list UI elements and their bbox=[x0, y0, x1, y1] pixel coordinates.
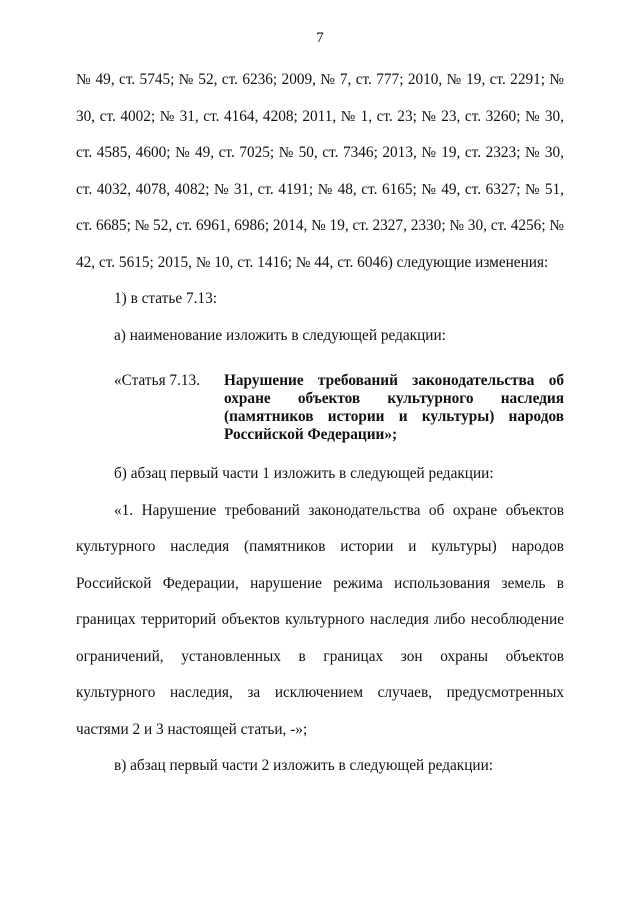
paragraph-item-a: а) наименование изложить в следующей редакции: bbox=[114, 326, 446, 344]
article-title: Нарушение требований законодательства об охране объектов культурного наследия (памятников истории и культуры) народов Российской Федерации»; bbox=[224, 372, 564, 443]
article-label: «Статья 7.13. bbox=[114, 372, 201, 389]
article-heading bbox=[76, 372, 564, 444]
paragraph-citations: № 49, ст. 5745; № 52, ст. 6236; 2009, № 7, ст. 777; 2010, № 19, ст. 2291; № 30, ст. 4002; № 31, ст. 4164, 4208; 2011, № 1, ст. 23; № 23, ст. 3260; № 30, ст. 4585, 4600; № 49, ст. 7025; № 50, ст. 7346; 2013, № 19, ст. 2323; № 30, ст. 4032, 4078, 4082; № 31, ст. 4191; № 48, ст. 6165; № 49, ст. 6327; № 51, ст. 6685; № 52, ст. 6961, 6986; 2014, № 19, ст. 2327, 2330; № 30, ст. 4256; № 42, ст. 5615; 2015, № 10, ст. 1416; № 44, ст. 6046) следующие изменения: bbox=[76, 71, 564, 271]
page-number: 7 bbox=[316, 30, 324, 46]
paragraph-item-v: в) абзац первый части 2 изложить в следующей редакции: bbox=[114, 757, 494, 774]
paragraph-item-b: б) абзац первый части 1 изложить в следующей редакции: bbox=[114, 465, 494, 482]
paragraph-item-1: 1) в статье 7.13: bbox=[114, 290, 217, 307]
document-body bbox=[76, 62, 564, 785]
paragraph-quoted-part-1: «1. Нарушение требований законодательства об охране объектов культурного наследия (памятников истории и культуры) народов Российской Федерации, нарушение режима использования земель в границах территорий объектов культурного наследия либо несоблюдение ограничений, установленных в границах зон охраны объектов культурного наследия, за исключением случаев, предусмотренных частями 2 и 3 настоящей статьи, -»; bbox=[76, 501, 564, 738]
